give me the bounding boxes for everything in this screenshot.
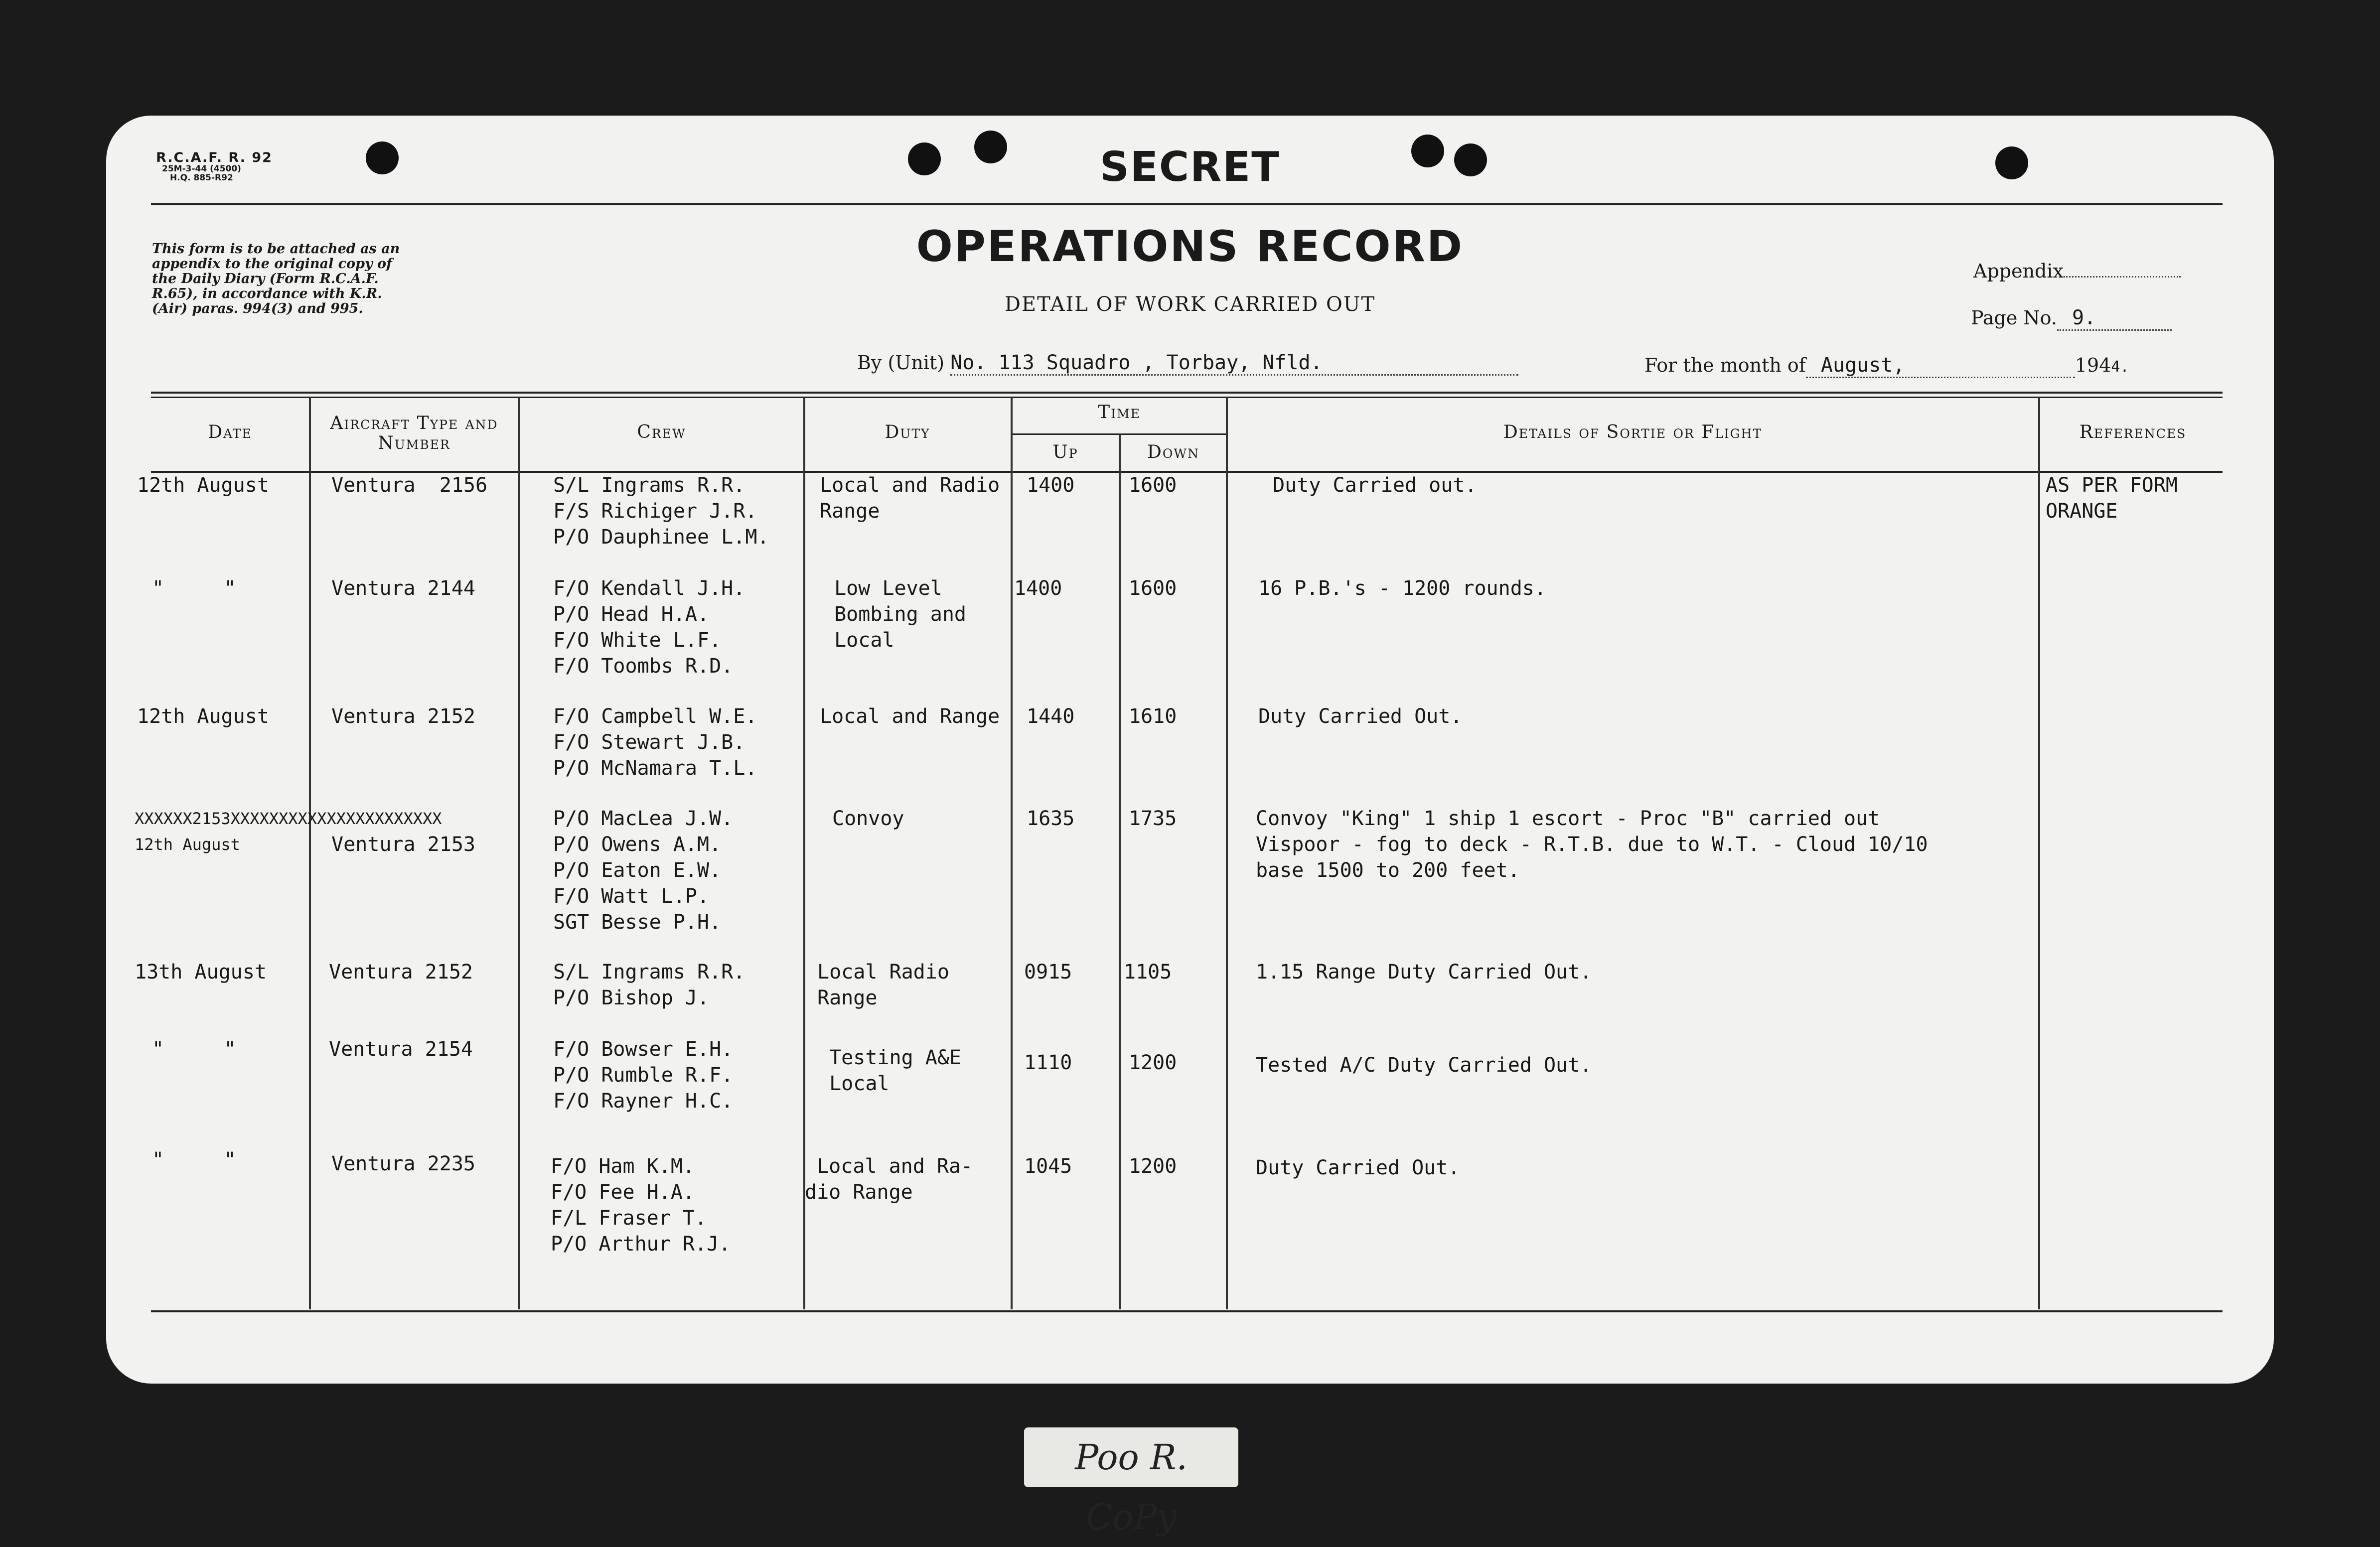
up-time-cell: 0915 <box>1024 961 1072 984</box>
header-references: References <box>2079 422 2187 442</box>
column-divider <box>2038 398 2040 1309</box>
date-cell: " " <box>152 1038 236 1061</box>
date-cell: " " <box>152 1148 236 1171</box>
unit-value: No. 113 Squadro , Torbay, Nfld. <box>950 351 1323 374</box>
header-time: Time <box>1098 402 1141 422</box>
down-time-cell: 1610 <box>1129 705 1177 728</box>
page-number-field <box>1971 306 2172 331</box>
header-up: Up <box>1052 442 1078 462</box>
poor-copy-text: Poo R. CoPy <box>1075 1437 1188 1538</box>
date-cell: 12th August <box>137 474 269 497</box>
month-blank <box>1806 354 2075 378</box>
attachment-note: This form is to be attached as an appendix to the original copy of the Daily Diary (Form R.C.A.F. R.65), in accordance with K.R. (Air) paras. 994(3) and 995. <box>152 241 400 316</box>
down-time-cell: 1105 <box>1124 961 1172 984</box>
date-cell: " " <box>152 577 236 600</box>
aircraft-cell: Ventura 2235 <box>331 1152 475 1175</box>
form-code-line: R.C.A.F. R. 92 <box>156 150 273 165</box>
aircraft-cell: Ventura 2156 <box>331 474 488 497</box>
crew-cell: S/L Ingrams R.R. F/S Richiger J.R. P/O Dauphinee L.M. <box>553 474 769 549</box>
classification-label: SECRET <box>1099 143 1281 191</box>
down-time-cell: 1200 <box>1129 1051 1177 1074</box>
month-value: August, <box>1820 354 1905 377</box>
poor-copy-stamp <box>1024 1427 1238 1538</box>
up-time-cell: 1110 <box>1024 1051 1072 1074</box>
crew-cell: F/O Ham K.M. F/O Fee H.A. F/L Fraser T. P/O Arthur R.J. <box>551 1155 731 1256</box>
up-time-cell: 1400 <box>1014 577 1062 600</box>
details-cell: 1.15 Range Duty Carried Out. <box>1256 961 1592 984</box>
references-cell: AS PER FORM ORANGE <box>2046 474 2178 523</box>
column-divider <box>518 398 520 1309</box>
details-cell: Duty Carried Out. <box>1258 705 1463 728</box>
unit-blank <box>950 351 1518 376</box>
year-value: 4. <box>2111 358 2129 376</box>
details-cell: Convoy "King" 1 ship 1 escort - Proc "B" carried out Vispoor - fog to deck - R.T.B. due to W.T. - Cloud 10/10 base 1500 to 200 feet. <box>1256 807 1928 882</box>
duty-cell: Local and Radio Range <box>820 474 1000 523</box>
duty-cell: Testing A&E Local <box>829 1046 961 1095</box>
up-time-cell: 1045 <box>1024 1155 1072 1178</box>
appendix-field <box>1973 260 2181 282</box>
header-duty: Duty <box>885 422 930 442</box>
date-cell: 13th August <box>135 961 267 984</box>
header-down: Down <box>1147 442 1199 462</box>
year-prefix: 194 <box>2075 354 2111 376</box>
table-bottom-rule <box>151 1310 2223 1312</box>
table-top-rule <box>151 392 2223 394</box>
down-time-cell: 1735 <box>1129 807 1177 830</box>
page-number-blank <box>2057 306 2172 331</box>
table-top-rule <box>151 397 2223 398</box>
details-cell: Duty Carried Out. <box>1256 1156 1460 1179</box>
duty-cell: Low Level Bombing and Local <box>834 577 966 652</box>
aircraft-cell: Ventura 2153 <box>331 833 475 856</box>
down-time-cell: 1600 <box>1129 474 1177 497</box>
form-code-line: H.Q. 885-R92 <box>170 173 233 183</box>
page-title: OPERATIONS RECORD <box>916 222 1464 272</box>
details-cell: 16 P.B.'s - 1200 rounds. <box>1258 577 1546 600</box>
down-time-cell: 1200 <box>1129 1155 1177 1178</box>
page-number-label: Page No. <box>1971 307 2057 329</box>
month-field <box>1644 354 2129 378</box>
header-aircraft: Aircraft Type and Number <box>330 413 498 453</box>
column-divider <box>1119 434 1121 1309</box>
duty-cell: Local and Ra- dio Range <box>805 1155 973 1204</box>
aircraft-cell: Ventura 2144 <box>331 577 475 600</box>
date-cell: XXXXXX2153XXXXXXXXXXXXXXXXXXXXXX 12th August <box>135 809 442 854</box>
crew-cell: P/O MacLea J.W. P/O Owens A.M. P/O Eaton E.W. F/O Watt L.P. SGT Besse P.H. <box>553 807 734 934</box>
duty-cell: Convoy <box>832 807 904 830</box>
aircraft-cell: Ventura 2154 <box>329 1038 473 1061</box>
crew-cell: F/O Bowser E.H. P/O Rumble R.F. F/O Rayner H.C. <box>553 1038 734 1113</box>
duty-cell: Local and Range <box>820 705 1000 728</box>
crew-cell: S/L Ingrams R.R. P/O Bishop J. <box>553 961 745 1009</box>
up-time-cell: 1400 <box>1027 474 1075 497</box>
header-details: Details of Sortie or Flight <box>1503 422 1763 442</box>
column-divider <box>1011 398 1013 1309</box>
month-label: For the month of <box>1644 354 1806 376</box>
unit-field <box>857 351 1518 376</box>
aircraft-cell: Ventura 2152 <box>329 961 473 984</box>
duty-cell: Local Radio Range <box>817 961 949 1009</box>
crew-cell: F/O Kendall J.H. P/O Head H.A. F/O White L.F. F/O Toombs R.D. <box>553 577 745 678</box>
details-cell: Duty Carried out. <box>1261 474 1477 497</box>
appendix-blank <box>2064 276 2181 278</box>
column-divider <box>1226 398 1228 1309</box>
header-crew: Crew <box>637 422 686 442</box>
header-rule <box>151 203 2223 205</box>
unit-label: By (Unit) <box>857 352 945 374</box>
form-code-line: 25M-3-44 (4500) <box>162 164 241 174</box>
page-subtitle: DETAIL OF WORK CARRIED OUT <box>1004 293 1376 316</box>
down-time-cell: 1600 <box>1129 577 1177 600</box>
up-time-cell: 1440 <box>1027 705 1075 728</box>
aircraft-cell: Ventura 2152 <box>331 705 475 728</box>
details-cell: Tested A/C Duty Carried Out. <box>1256 1054 1592 1077</box>
header-date: Date <box>208 422 252 442</box>
date-cell: 12th August <box>137 705 269 728</box>
crew-cell: F/O Campbell W.E. F/O Stewart J.B. P/O McNamara T.L. <box>553 705 757 780</box>
page-number-value: 9. <box>2072 306 2096 329</box>
up-time-cell: 1635 <box>1027 807 1075 830</box>
appendix-label: Appendix <box>1973 260 2064 282</box>
